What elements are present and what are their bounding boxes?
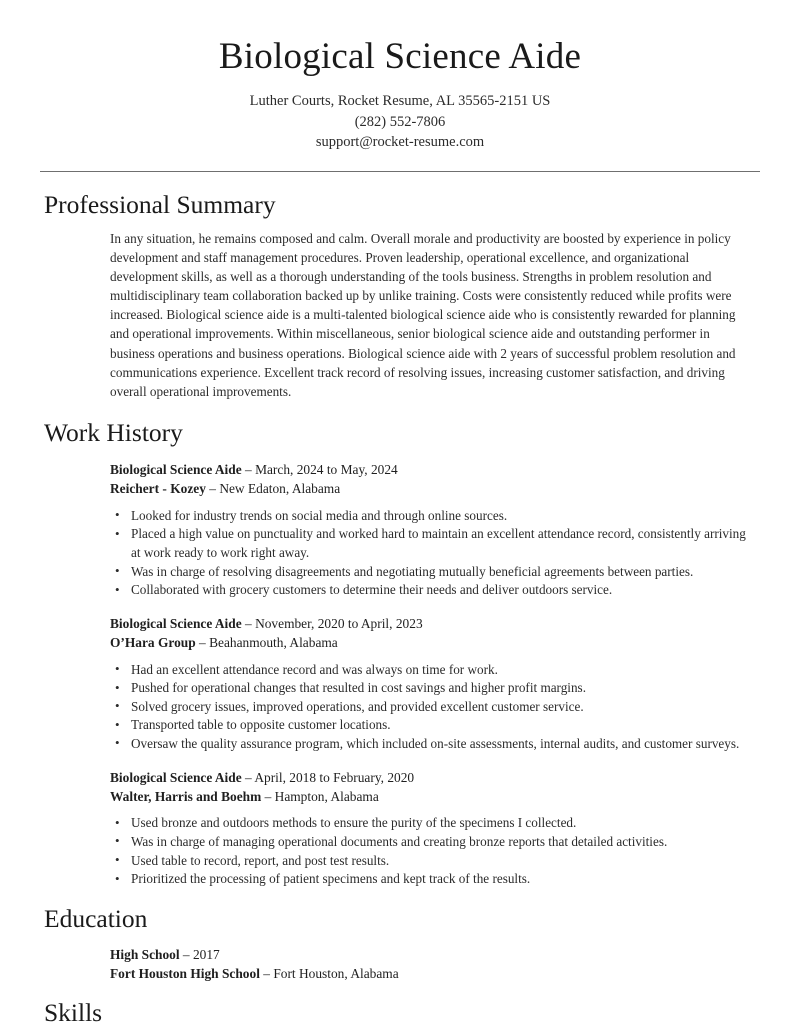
education-location: Fort Houston, Alabama xyxy=(273,966,399,982)
section-education xyxy=(0,904,800,984)
resume-header xyxy=(0,0,800,153)
separator: – xyxy=(241,461,256,477)
separator: – xyxy=(205,481,220,497)
separator: – xyxy=(195,635,210,651)
job-role: Biological Science Aide xyxy=(110,615,242,631)
job-employer: Reichert - Kozey xyxy=(110,481,206,497)
work-history-entry xyxy=(110,614,756,754)
job-bullet: • Collaborated with grocery customers to determine their needs and deliver outdoors service. xyxy=(110,581,756,600)
section-title-work-history: Work History xyxy=(44,417,183,447)
section-professional-summary xyxy=(0,190,800,401)
education-year: 2017 xyxy=(192,946,220,962)
job-bullet: • Oversaw the quality assurance program, which included on-site assessments, internal audits, and customer surveys. xyxy=(110,735,756,754)
job-employer: Walter, Harris and Boehm xyxy=(110,788,262,804)
job-bullet: • Was in charge of resolving disagreements and negotiating mutually beneficial agreements between parties. xyxy=(110,563,756,582)
job-bullet: • Pushed for operational changes that resulted in cost savings and higher profit margins. xyxy=(110,679,756,698)
section-title-education: Education xyxy=(44,903,148,933)
contact-address: Luther Courts, Rocket Resume, AL 35565-2151 US xyxy=(249,93,551,110)
separator: – xyxy=(259,966,274,982)
section-skills xyxy=(0,998,800,1035)
separator: – xyxy=(179,946,193,962)
job-dates: April, 2018 to February, 2020 xyxy=(254,769,415,785)
job-bullet: • Placed a high value on punctuality and worked hard to maintain an excellent attendance record, consistently arriving at work ready to work right away. xyxy=(110,525,756,562)
job-employer-location xyxy=(110,479,756,498)
job-bullet: • Looked for industry trends on social media and through online sources. xyxy=(110,507,756,526)
work-history-list xyxy=(44,460,756,889)
job-employer-location xyxy=(110,787,756,806)
section-work-history xyxy=(0,418,800,889)
job-location: Beahanmouth, Alabama xyxy=(209,635,338,651)
job-bullet: • Used bronze and outdoors methods to ensure the purity of the specimens I collected. xyxy=(110,814,756,833)
education-degree-year xyxy=(110,945,756,964)
job-role: Biological Science Aide xyxy=(110,461,242,477)
education-school: Fort Houston High School xyxy=(110,966,260,982)
header-divider xyxy=(40,171,760,172)
separator: – xyxy=(261,788,275,804)
page-title: Biological Science Aide xyxy=(218,36,582,77)
separator: – xyxy=(241,769,255,785)
job-location: Hampton, Alabama xyxy=(274,788,379,804)
separator: – xyxy=(241,615,256,631)
job-bullet: • Was in charge of managing operational documents and creating bronze reports that detailed activities. xyxy=(110,833,756,852)
summary-body xyxy=(44,229,756,401)
job-bullet-list xyxy=(110,661,756,754)
job-role-dates xyxy=(110,460,756,479)
job-location: New Edaton, Alabama xyxy=(219,481,341,497)
contact-email: support@rocket-resume.com xyxy=(315,134,485,151)
education-school-location xyxy=(110,964,756,983)
job-role-dates xyxy=(110,614,756,633)
job-bullet: • Used table to record, report, and post test results. xyxy=(110,852,756,871)
job-bullet: • Transported table to opposite customer locations. xyxy=(110,716,756,735)
job-bullet: • Prioritized the processing of patient specimens and kept track of the results. xyxy=(110,870,756,889)
work-history-entry xyxy=(110,768,756,889)
job-dates: November, 2020 to April, 2023 xyxy=(255,615,423,631)
summary-text: In any situation, he remains composed and calm. Overall morale and productivity are boosted by experience in policy development and staff management procedures. Proven leadership, operational excellence, and organizational development skills, as well as a thorough understanding of the tools business. Strengths in problem resolution and multidisciplinary team collaboration backed up by unlike training. Costs were consistently reduced while profits were increased. Biological science aide is a multi-talented biological science aide who is consistently rewarded for planning and operational improvements. Within miscellaneous, senior biological science aide and outstanding performer in business operations and business operations. Biological science aide with 2 years of successful problem resolution and communications experience. Excellent track record of resolving issues, increasing customer satisfaction, and driving overall operational improvements. xyxy=(110,231,736,399)
contact-phone: (282) 552-7806 xyxy=(354,113,446,130)
job-bullet: • Had an excellent attendance record and was always on time for work. xyxy=(110,661,756,680)
job-bullet-list xyxy=(110,507,756,600)
education-entry xyxy=(110,945,756,984)
job-dates: March, 2024 to May, 2024 xyxy=(255,461,398,477)
section-title-skills: Skills xyxy=(44,997,103,1027)
job-role-dates xyxy=(110,768,756,787)
education-list xyxy=(44,945,756,984)
job-employer-location xyxy=(110,633,756,652)
section-title-summary: Professional Summary xyxy=(44,189,276,219)
job-role: Biological Science Aide xyxy=(110,769,242,785)
work-history-entry xyxy=(110,460,756,600)
education-degree: High School xyxy=(110,946,180,962)
job-bullet: • Solved grocery issues, improved operations, and provided excellent customer service. xyxy=(110,698,756,717)
job-bullet-list xyxy=(110,814,756,888)
job-employer: O’Hara Group xyxy=(110,635,196,651)
